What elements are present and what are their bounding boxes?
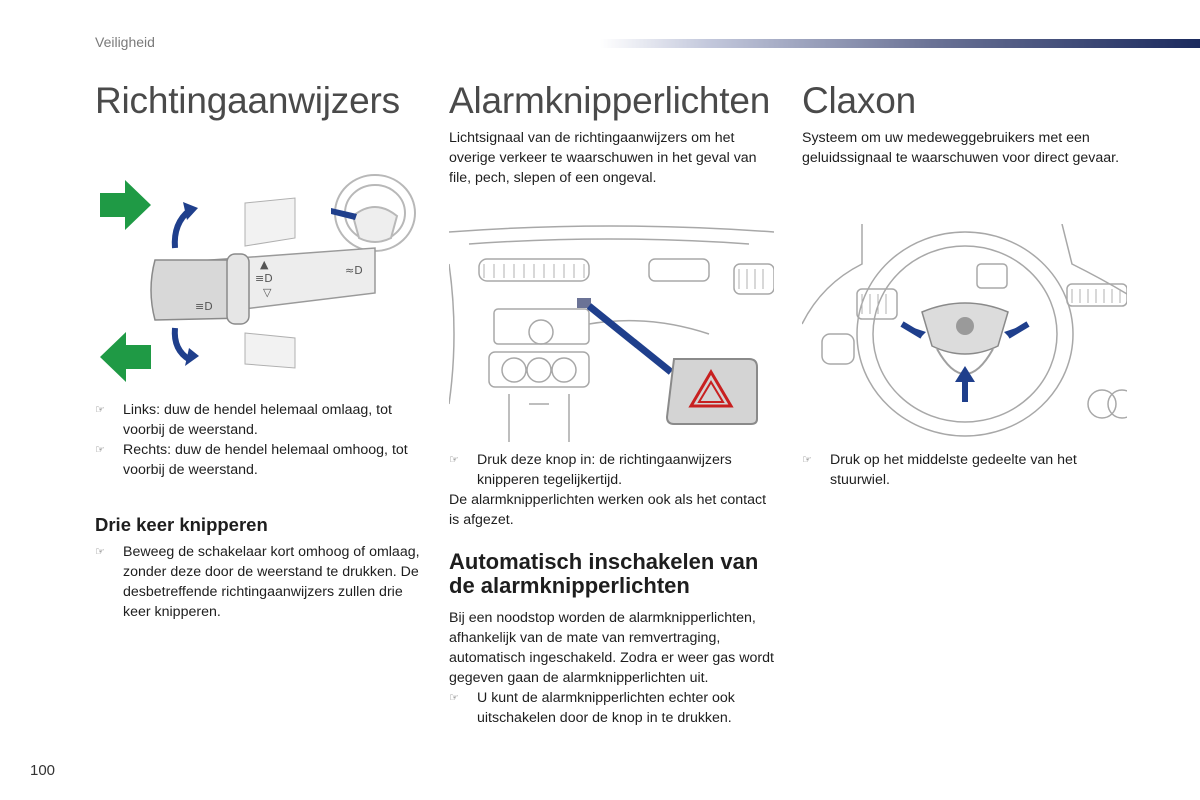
subtitle-drie-keer: Drie keer knipperen — [95, 514, 268, 535]
list-item: ☞ Druk deze knop in: de richtingaanwijzers knipperen tegelijkertijd. — [449, 452, 732, 488]
list-item: ☞ Rechts: duw de hendel helemaal omhoog, tot voorbij de weerstand. — [95, 442, 408, 478]
title-richtingaanwijzers: Richtingaanwijzers — [95, 80, 400, 121]
steering-wheel-horn-illustration — [802, 224, 1127, 442]
section-tag: Veiligheid — [95, 34, 155, 50]
intro-text: Lichtsignaal van de richtingaanwijzers om het overige verkeer te waarschuwen in het geval van file, pech, slepen of een ongeval. — [449, 130, 757, 186]
hazard-button-illustration — [449, 224, 774, 442]
col1-bullets — [95, 400, 425, 480]
page-number: 100 — [30, 762, 56, 779]
col3-body — [802, 450, 1132, 490]
svg-text:≡D: ≡D — [195, 300, 213, 313]
subtitle-automatisch: Automatisch inschakelen van de alarmknipperlichten — [449, 549, 759, 598]
turn-signal-stalk-illustration — [95, 168, 420, 386]
list-item: ☞ Druk op het middelste gedeelte van het stuurwiel. — [802, 452, 1077, 488]
svg-text:≈D: ≈D — [345, 264, 363, 277]
svg-text:▲: ▲ — [260, 258, 269, 271]
svg-text:▽: ▽ — [263, 286, 272, 299]
col1-three-blink — [95, 514, 425, 622]
column-richtingaanwijzers — [95, 78, 425, 124]
list-item: ☞ U kunt de alarmknipperlichten echter ook uitschakelen door de knop in te drukken. — [449, 690, 735, 726]
title-alarmknipperlichten: Alarmknipperlichten — [449, 80, 771, 121]
col2-body — [449, 450, 779, 728]
intro-text: Systeem om uw medeweggebruikers met een geluidssignaal te waarschuwen voor direct gevaar. — [802, 130, 1120, 166]
header-bar — [600, 39, 1200, 48]
svg-text:≡D: ≡D — [255, 272, 273, 285]
note-text: De alarmknipperlichten werken ook als het contact is afgezet. — [449, 492, 767, 528]
column-claxon — [802, 78, 1132, 168]
auto-para: Bij een noodstop worden de alarmknipperlichten, afhankelijk van de mate van remvertraging, automatisch ingeschakeld. Zodra er weer gas wordt gegeven gaan de alarmknipperlichten uit. — [449, 610, 774, 686]
column-alarmknipperlichten — [449, 78, 779, 188]
title-claxon: Claxon — [802, 80, 916, 121]
list-item: ☞ Links: duw de hendel helemaal omlaag, tot voorbij de weerstand. — [95, 402, 392, 438]
list-item: ☞ Beweeg de schakelaar kort omhoog of omlaag, zonder deze door de weerstand te drukken. De desbetreffende richtingaanwijzers zullen drie keer knipperen. — [95, 544, 420, 620]
